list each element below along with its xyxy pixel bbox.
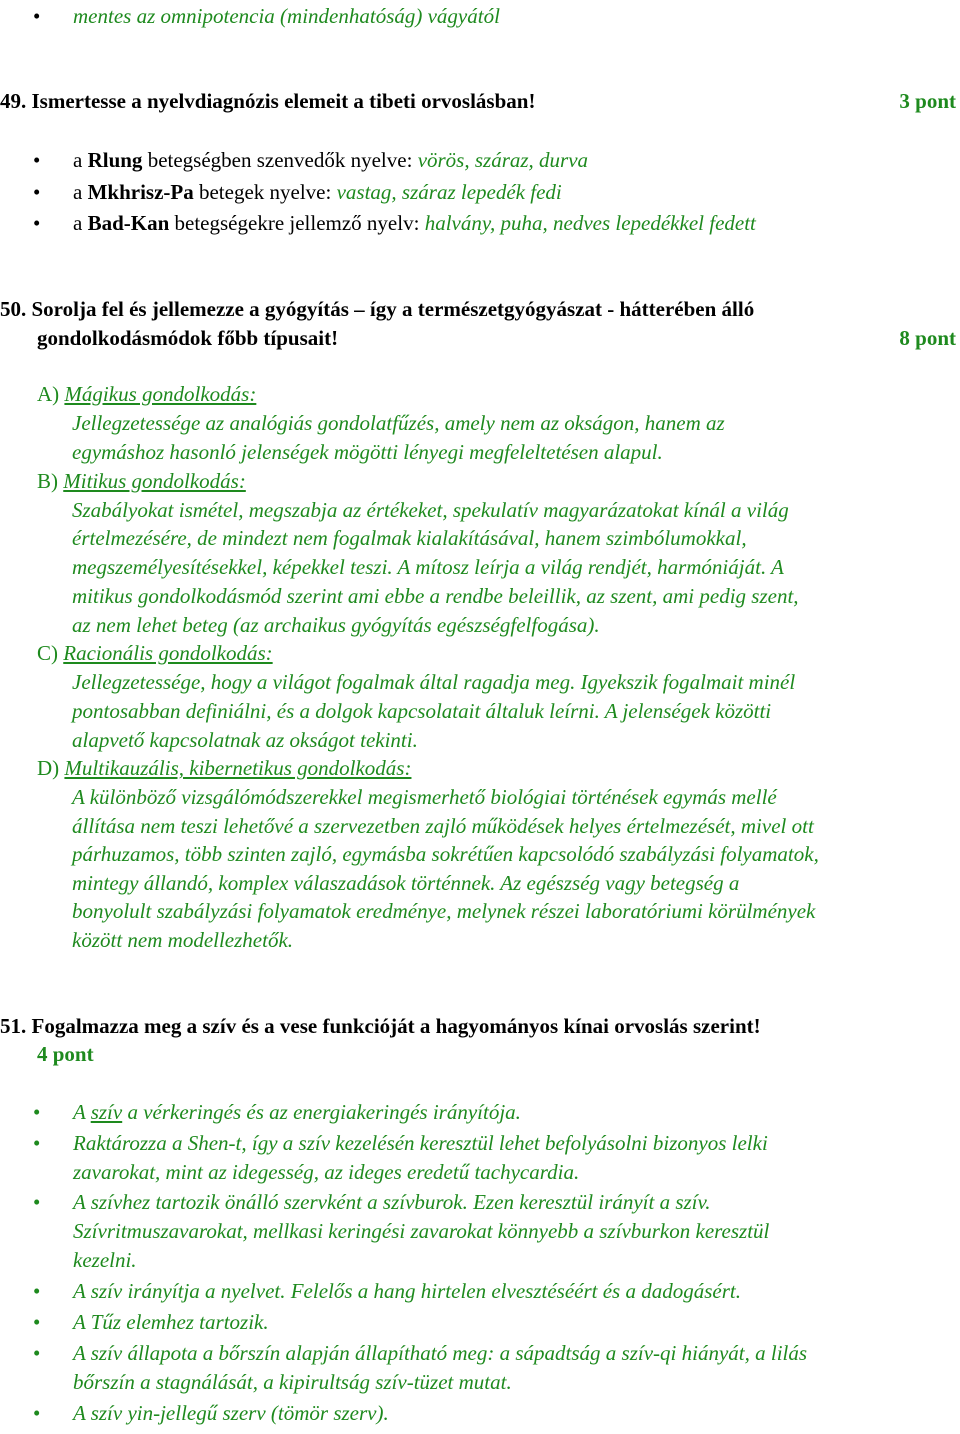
section-heading <box>37 469 246 494</box>
bullet-icon: • <box>33 1401 41 1425</box>
bullet-icon: • <box>33 1131 41 1155</box>
list-item-text <box>73 148 588 173</box>
paragraph-line: Jellegzetessége, hogy a világot fogalmak által ragadja meg. Igyekszik fogalmait minél <box>72 670 796 694</box>
list-item-text: A szív yin-jellegű szerv (tömör szerv). <box>73 1401 389 1425</box>
section-title: Mágikus gondolkodás: <box>64 382 257 406</box>
section-title: Mitikus gondolkodás: <box>63 469 246 493</box>
answer: vörös, száraz, durva <box>417 148 589 172</box>
list-item-text: mentes az omnipotencia (mindenhatóság) vágyától <box>73 4 500 28</box>
bullet-icon: • <box>33 148 41 172</box>
question-title: 49. Ismertesse a nyelvdiagnózis elemeit a tibeti orvoslásban! <box>0 89 536 113</box>
list-item-text <box>73 180 562 205</box>
list-item-text <box>73 211 756 236</box>
answer: halvány, puha, nedves lepedékkel fedett <box>424 211 756 235</box>
section-letter: C) <box>37 641 58 665</box>
bullet-icon: • <box>33 4 41 28</box>
list-item-text <box>73 1100 521 1125</box>
section-heading <box>37 641 273 666</box>
list-item-text: A szív irányítja a nyelvet. Felelős a hang hirtelen elvesztéséért és a dadogásért. <box>73 1279 741 1303</box>
section-heading <box>37 382 256 407</box>
section-title: Multikauzális, kibernetikus gondolkodás: <box>64 756 412 780</box>
paragraph-line: egymáshoz hasonló jelenségek mögötti lényegi megfeleltetésen alapul. <box>72 440 663 464</box>
paragraph-line: alapvető kapcsolatnak az okságot tekinti. <box>72 728 418 752</box>
text-prefix: a <box>73 180 88 204</box>
section-letter: D) <box>37 756 60 780</box>
list-item-continuation: Szívritmuszavarokat, mellkasi keringési zavarokat könnyebb a szívburkon keresztül <box>73 1219 770 1243</box>
list-item-continuation: zavarokat, mint az idegesség, az ideges eredetű tachycardia. <box>73 1160 580 1184</box>
section-letter: B) <box>37 469 58 493</box>
list-item-text: A Tűz elemhez tartozik. <box>73 1310 269 1334</box>
points-badge: 3 pont <box>899 89 956 113</box>
paragraph-line: között nem modellezhetők. <box>72 928 294 952</box>
paragraph-line: párhuzamos, több szinten zajló, egymásba sokrétűen kapcsolódó szabályzási folyamatok, <box>72 842 819 866</box>
paragraph-line: mitikus gondolkodásmód szerint ami ebbe a rendbe beleillik, az szent, ami pedig szent, <box>72 584 799 608</box>
paragraph-line: bonyolult szabályzási folyamatok eredménye, melynek részei laboratóriumi körülmények <box>72 899 816 923</box>
text-rest: a vérkeringés és az energiakeringés irányítója. <box>122 1100 521 1124</box>
text-middle: betegek nyelve: <box>193 180 337 204</box>
question-title-line: 50. Sorolja fel és jellemezze a gyógyítás – így a természetgyógyászat - hátterében álló <box>0 297 755 321</box>
paragraph-line: A különböző vizsgálómódszerekkel megismerhető biológiai történések egymás mellé <box>72 785 777 809</box>
paragraph-line: értelmezésére, de mindezt nem fogalmak kialakításával, hanem szimbólumokkal, <box>72 526 747 550</box>
paragraph-line: Jellegzetessége az analógiás gondolatfűzés, amely nem az okságon, hanem az <box>72 411 725 435</box>
text-prefix: A <box>73 1100 91 1124</box>
text-prefix: a <box>73 211 88 235</box>
paragraph-line: Szabályokat ismétel, megszabja az értékeket, spekulatív magyarázatokat kínál a világ <box>72 498 789 522</box>
term: Bad-Kan <box>87 211 170 235</box>
points-badge: 4 pont <box>37 1042 94 1066</box>
paragraph-line: pontosabban definiálni, és a dolgok kapcsolatait általuk leírni. A jelenségek közötti <box>72 699 772 723</box>
section-letter: A) <box>37 382 60 406</box>
paragraph-line: az nem lehet beteg (az archaikus gyógyítás egészségfelfogása). <box>72 613 600 637</box>
list-item-text: Raktározza a Shen-t, így a szív kezelésén keresztül lehet befolyásolni bizonyos lelki <box>73 1131 768 1155</box>
section-title: Racionális gondolkodás: <box>63 641 273 665</box>
question-title-line: gondolkodásmódok főbb típusait! <box>37 326 339 350</box>
bullet-icon: • <box>33 1190 41 1214</box>
list-item-text: A szívhez tartozik önálló szervként a szívburok. Ezen keresztül irányít a szív. <box>73 1190 711 1214</box>
term: szív <box>90 1100 123 1124</box>
bullet-icon: • <box>33 1279 41 1303</box>
text-middle: betegségekre jellemző nyelv: <box>169 211 425 235</box>
bullet-icon: • <box>33 180 41 204</box>
section-heading <box>37 756 411 781</box>
bullet-icon: • <box>33 1310 41 1334</box>
answer: vastag, száraz lepedék fedi <box>336 180 562 204</box>
question-title: 51. Fogalmazza meg a szív és a vese funkcióját a hagyományos kínai orvoslás szerint! <box>0 1014 761 1038</box>
text-middle: betegségben szenvedők nyelve: <box>142 148 418 172</box>
paragraph-line: megszemélyesítésekkel, képekkel teszi. A mítosz leírja a világ rendjét, harmóniáját. A <box>72 555 784 579</box>
paragraph-line: állítása nem teszi lehetővé a szervezetben zajló működések helyes értelmezését, mivel ott <box>72 814 814 838</box>
bullet-icon: • <box>33 211 41 235</box>
text-prefix: a <box>73 148 88 172</box>
term: Mkhrisz-Pa <box>87 180 194 204</box>
list-item-text: A szív állapota a bőrszín alapján állapítható meg: a sápadtság a szív-qi hiányát, a lilás <box>73 1341 808 1365</box>
list-item-continuation: bőrszín a stagnálását, a kipirultság szív-tüzet mutat. <box>73 1370 512 1394</box>
term: Rlung <box>87 148 143 172</box>
bullet-icon: • <box>33 1341 41 1365</box>
bullet-icon: • <box>33 1100 41 1124</box>
points-badge: 8 pont <box>899 326 956 350</box>
paragraph-line: mintegy állandó, komplex válaszadások történnek. Az egészség vagy betegség a <box>72 871 740 895</box>
list-item-continuation: kezelni. <box>73 1248 137 1272</box>
